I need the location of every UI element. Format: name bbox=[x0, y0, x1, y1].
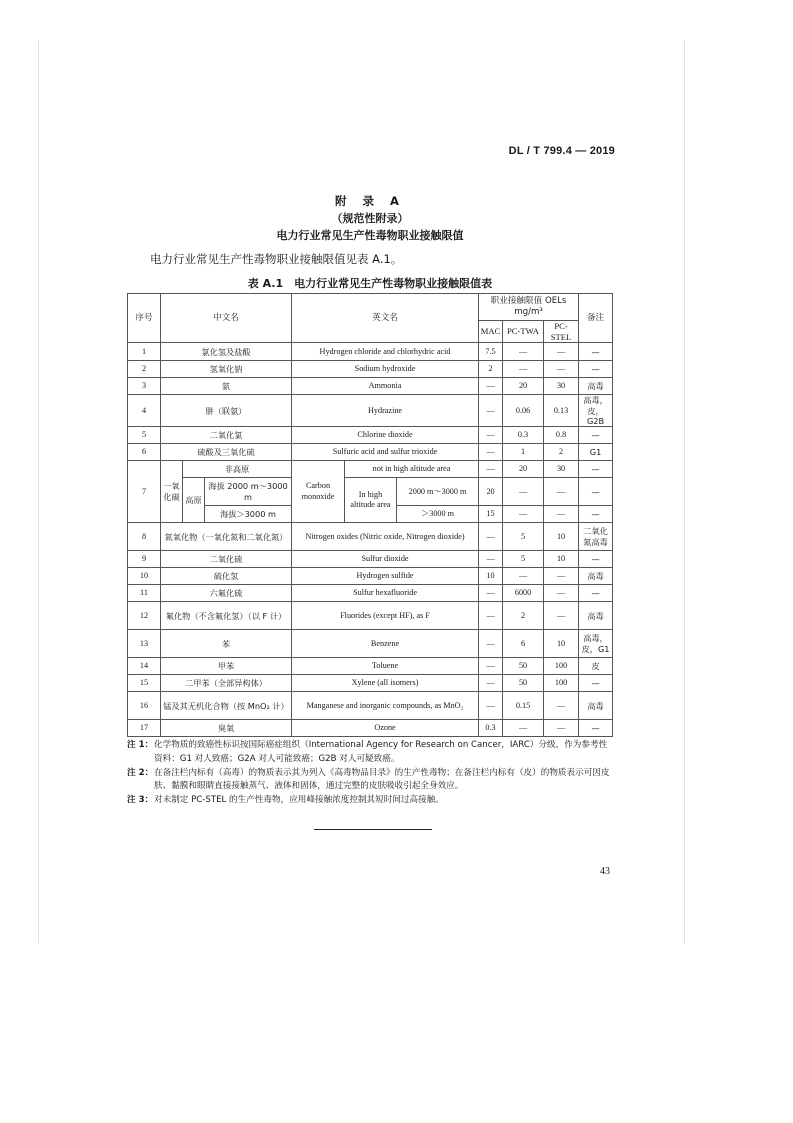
cell-pc-twa: 0.15 bbox=[503, 692, 544, 720]
cell-cn-name: 臭氧 bbox=[161, 720, 292, 737]
cell-non-high-en: not in high altitude area bbox=[345, 461, 479, 478]
cell-pc-twa: — bbox=[503, 361, 544, 378]
cell-remark: — bbox=[579, 361, 613, 378]
cell-pc-stel: 100 bbox=[544, 675, 579, 692]
cell-en-name: Hydrogen sulfide bbox=[292, 568, 479, 585]
cell-remark: 高毒 bbox=[579, 602, 613, 630]
cell-mac: — bbox=[479, 602, 503, 630]
note-2-text: 在备注栏内标有（高毒）的物质表示其为列入《高毒物品目录》的生产性毒物；在备注栏内标有（皮）的物质表示可因皮肤、黏膜和眼睛直接接触蒸气、液体和固体，通过完整的皮肤吸收引起全身效应。 bbox=[154, 767, 610, 792]
cell-pc-stel: — bbox=[544, 602, 579, 630]
cell-remark: 高毒 bbox=[579, 692, 613, 720]
cell-mac: 7.5 bbox=[479, 343, 503, 361]
cell-non-high-cn: 非高原 bbox=[183, 461, 292, 478]
oel-table bbox=[127, 293, 613, 737]
cell-no: 16 bbox=[128, 692, 161, 720]
cell-cn-name: 氮氧化物（一氧化氮和二氧化氮） bbox=[161, 523, 292, 551]
table-row bbox=[128, 602, 613, 630]
cell-pc-twa: 2 bbox=[503, 602, 544, 630]
cell-mac: 20 bbox=[479, 478, 503, 506]
header-oel bbox=[479, 294, 579, 321]
table-row bbox=[128, 692, 613, 720]
cell-mac: — bbox=[479, 395, 503, 427]
cell-mac: — bbox=[479, 692, 503, 720]
note-3 bbox=[127, 794, 612, 808]
cell-en-name: Hydrazine bbox=[292, 395, 479, 427]
cell-pc-stel: 0.8 bbox=[544, 427, 579, 444]
cell-pc-twa: — bbox=[503, 568, 544, 585]
cell-pc-twa: — bbox=[503, 343, 544, 361]
cell-en-name: Xylene (all isomers) bbox=[292, 675, 479, 692]
cell-cn-name: 氯化氢及盐酸 bbox=[161, 343, 292, 361]
cell-no: 12 bbox=[128, 602, 161, 630]
header-index: 序号 bbox=[128, 294, 161, 343]
cell-mac: — bbox=[479, 585, 503, 602]
table-row bbox=[128, 444, 613, 461]
cell-mac: 10 bbox=[479, 568, 503, 585]
cell-pc-stel: 10 bbox=[544, 523, 579, 551]
cell-mac: 0.3 bbox=[479, 720, 503, 737]
table-row bbox=[128, 343, 613, 361]
table-row bbox=[128, 427, 613, 444]
cell-pc-stel: 100 bbox=[544, 658, 579, 675]
cell-en-name: Ammonia bbox=[292, 378, 479, 395]
header-pc-twa: PC-TWA bbox=[503, 321, 544, 343]
cell-en-name: Fluorides (except HF), as F bbox=[292, 602, 479, 630]
table-row bbox=[128, 568, 613, 585]
cell-pc-twa: 6000 bbox=[503, 585, 544, 602]
cell-no: 13 bbox=[128, 630, 161, 658]
cell-pc-twa: 20 bbox=[503, 461, 544, 478]
header-remarks: 备注 bbox=[579, 294, 613, 343]
cell-en-name: Benzene bbox=[292, 630, 479, 658]
cell-pc-stel: — bbox=[544, 692, 579, 720]
page-edge-right bbox=[684, 40, 685, 943]
cell-en-name: Toluene bbox=[292, 658, 479, 675]
cell-remark: 二氧化氮高毒 bbox=[579, 523, 613, 551]
cell-mac: — bbox=[479, 461, 503, 478]
cell-pc-twa: — bbox=[503, 478, 544, 506]
cell-remark: — bbox=[579, 720, 613, 737]
cell-alt2-cn: 海拔＞3000 m bbox=[205, 506, 292, 523]
cell-pc-stel: 30 bbox=[544, 461, 579, 478]
cell-en-name: Sodium hydroxide bbox=[292, 361, 479, 378]
table-row bbox=[128, 551, 613, 568]
cell-high-area-en: In high altitude area bbox=[345, 478, 397, 523]
cell-pc-stel: — bbox=[544, 506, 579, 523]
cell-en-name: Chlorine dioxide bbox=[292, 427, 479, 444]
cell-no: 1 bbox=[128, 343, 161, 361]
cell-no: 11 bbox=[128, 585, 161, 602]
note-1-text: 化学物质的致癌性标识按国际癌症组织（International Agency for Research on Cancer，IARC）分级，作为参考性资料：G1 对人致癌；G2A 对人可能致癌；G2B 对人可疑致癌。 bbox=[154, 740, 608, 764]
table-notes bbox=[127, 739, 612, 808]
cell-co-en-name: Carbon monoxide bbox=[292, 461, 345, 523]
cell-pc-stel: — bbox=[544, 568, 579, 585]
cell-pc-twa: — bbox=[503, 506, 544, 523]
table-row-co-alt1 bbox=[128, 478, 613, 506]
cell-remark: — bbox=[579, 675, 613, 692]
cell-en-name: Hydrogen chloride and chlorhydric acid bbox=[292, 343, 479, 361]
note-3-text: 对未制定 PC-STEL 的生产性毒物，应用峰接触浓度控制其短时间过高接触。 bbox=[154, 795, 444, 805]
appendix-type: （规范性附录） bbox=[331, 212, 409, 225]
cell-pc-twa: 0.06 bbox=[503, 395, 544, 427]
cell-remark: 高毒，皮，G1 bbox=[579, 630, 613, 658]
table-row bbox=[128, 720, 613, 737]
cell-remark: 高毒 bbox=[579, 568, 613, 585]
cell-cn-name: 肼（联氨） bbox=[161, 395, 292, 427]
cell-remark: 高毒 bbox=[579, 378, 613, 395]
cell-remark: 高毒，皮，G2B bbox=[579, 395, 613, 427]
table-row bbox=[128, 658, 613, 675]
cell-remark: — bbox=[579, 461, 613, 478]
cell-pc-stel: — bbox=[544, 343, 579, 361]
cell-pc-stel: — bbox=[544, 361, 579, 378]
note-3-tag: 注 3： bbox=[127, 795, 154, 805]
cell-remark: — bbox=[579, 551, 613, 568]
page-edge-left bbox=[38, 40, 39, 943]
cell-mac: — bbox=[479, 523, 503, 551]
header-chinese-name: 中文名 bbox=[161, 294, 292, 343]
cell-en-name: Sulfur hexafluoride bbox=[292, 585, 479, 602]
table-row-co-non-high bbox=[128, 461, 613, 478]
header-oel-unit: mg/m³ bbox=[514, 307, 543, 317]
table-row bbox=[128, 675, 613, 692]
appendix-name: 电力行业常见生产性毒物职业接触限值 bbox=[276, 229, 464, 242]
cell-no: 5 bbox=[128, 427, 161, 444]
cell-cn-name: 氟化物（不含氟化氢）（以 F 计） bbox=[161, 602, 292, 630]
cell-remark: — bbox=[579, 427, 613, 444]
cell-cn-name: 硫化氢 bbox=[161, 568, 292, 585]
standard-code: DL / T 799.4 — 2019 bbox=[508, 145, 615, 157]
cell-no: 2 bbox=[128, 361, 161, 378]
cell-mac: 2 bbox=[479, 361, 503, 378]
cell-alt1-en: 2000 m～3000 m bbox=[397, 478, 479, 506]
cell-co-cn-name: 一氧化碳 bbox=[161, 461, 183, 523]
cell-no: 7 bbox=[128, 461, 161, 523]
cell-pc-stel: 0.13 bbox=[544, 395, 579, 427]
cell-remark: — bbox=[579, 506, 613, 523]
cell-mac: — bbox=[479, 378, 503, 395]
cell-mac: — bbox=[479, 675, 503, 692]
table-row bbox=[128, 378, 613, 395]
cell-remark: 皮 bbox=[579, 658, 613, 675]
page-number: 43 bbox=[600, 866, 610, 877]
note-2 bbox=[127, 767, 612, 795]
cell-pc-stel: 10 bbox=[544, 551, 579, 568]
cell-en-name: Nitrogen oxides (Nitric oxide, Nitrogen dioxide) bbox=[292, 523, 479, 551]
header-pc-stel: PC-STEL bbox=[544, 321, 579, 343]
cell-en-name: Sulfuric acid and sulfur trioxide bbox=[292, 444, 479, 461]
cell-mac: — bbox=[479, 551, 503, 568]
cell-cn-name: 苯 bbox=[161, 630, 292, 658]
table-row bbox=[128, 395, 613, 427]
cell-mac: — bbox=[479, 444, 503, 461]
note-1-tag: 注 1： bbox=[127, 740, 154, 750]
cell-pc-twa: — bbox=[503, 720, 544, 737]
cell-pc-stel: 30 bbox=[544, 378, 579, 395]
cell-alt2-en: ＞3000 m bbox=[397, 506, 479, 523]
cell-pc-twa: 50 bbox=[503, 675, 544, 692]
cell-pc-twa: 0.3 bbox=[503, 427, 544, 444]
cell-pc-stel: — bbox=[544, 585, 579, 602]
cell-plateau-cn: 高原 bbox=[183, 478, 205, 523]
cell-mac: — bbox=[479, 658, 503, 675]
cell-mac: — bbox=[479, 630, 503, 658]
cell-cn-name: 二氧化硫 bbox=[161, 551, 292, 568]
intro-text: 电力行业常见生产性毒物职业接触限值见表 A.1。 bbox=[150, 252, 403, 266]
cell-pc-twa: 5 bbox=[503, 523, 544, 551]
cell-remark: — bbox=[579, 343, 613, 361]
cell-pc-stel: 2 bbox=[544, 444, 579, 461]
cell-no: 4 bbox=[128, 395, 161, 427]
cell-en-name: Manganese and inorganic compounds, as MnO₂ bbox=[292, 692, 479, 720]
cell-no: 3 bbox=[128, 378, 161, 395]
cell-no: 6 bbox=[128, 444, 161, 461]
cell-remark: — bbox=[579, 478, 613, 506]
table-row bbox=[128, 630, 613, 658]
cell-no: 9 bbox=[128, 551, 161, 568]
cell-pc-stel: — bbox=[544, 720, 579, 737]
cell-no: 17 bbox=[128, 720, 161, 737]
cell-cn-name: 甲苯 bbox=[161, 658, 292, 675]
cell-cn-name: 氨 bbox=[161, 378, 292, 395]
cell-pc-stel: 10 bbox=[544, 630, 579, 658]
table-row bbox=[128, 523, 613, 551]
header-english-name: 英文名 bbox=[292, 294, 479, 343]
cell-pc-twa: 5 bbox=[503, 551, 544, 568]
table-caption: 表 A.1 电力行业常见生产性毒物职业接触限值表 bbox=[247, 277, 493, 290]
cell-pc-stel: — bbox=[544, 478, 579, 506]
cell-alt1-cn: 海拔 2000 m～3000 m bbox=[205, 478, 292, 506]
cell-no: 8 bbox=[128, 523, 161, 551]
cell-remark: G1 bbox=[579, 444, 613, 461]
end-rule bbox=[314, 829, 432, 830]
cell-en-name: Ozone bbox=[292, 720, 479, 737]
cell-cn-name: 二氧化氯 bbox=[161, 427, 292, 444]
cell-pc-twa: 6 bbox=[503, 630, 544, 658]
cell-no: 10 bbox=[128, 568, 161, 585]
cell-cn-name: 六氟化硫 bbox=[161, 585, 292, 602]
cell-cn-name: 硫酸及三氧化硫 bbox=[161, 444, 292, 461]
cell-no: 14 bbox=[128, 658, 161, 675]
header-mac: MAC bbox=[479, 321, 503, 343]
cell-en-name: Sulfur dioxide bbox=[292, 551, 479, 568]
cell-mac: 15 bbox=[479, 506, 503, 523]
header-oel-label: 职业接触限值 OELs bbox=[490, 296, 567, 307]
cell-cn-name: 氢氧化钠 bbox=[161, 361, 292, 378]
appendix-title: 附 录 A bbox=[335, 194, 405, 208]
cell-mac: — bbox=[479, 427, 503, 444]
note-1 bbox=[127, 739, 612, 767]
cell-pc-twa: 50 bbox=[503, 658, 544, 675]
cell-pc-twa: 20 bbox=[503, 378, 544, 395]
cell-cn-name: 二甲苯（全部异构体） bbox=[161, 675, 292, 692]
cell-no: 15 bbox=[128, 675, 161, 692]
header-row-1 bbox=[128, 294, 613, 321]
table-row bbox=[128, 361, 613, 378]
note-2-tag: 注 2： bbox=[127, 767, 154, 778]
cell-cn-name: 锰及其无机化合物（按 MnO₂ 计） bbox=[161, 692, 292, 720]
table-row bbox=[128, 585, 613, 602]
cell-remark: — bbox=[579, 585, 613, 602]
cell-pc-twa: 1 bbox=[503, 444, 544, 461]
